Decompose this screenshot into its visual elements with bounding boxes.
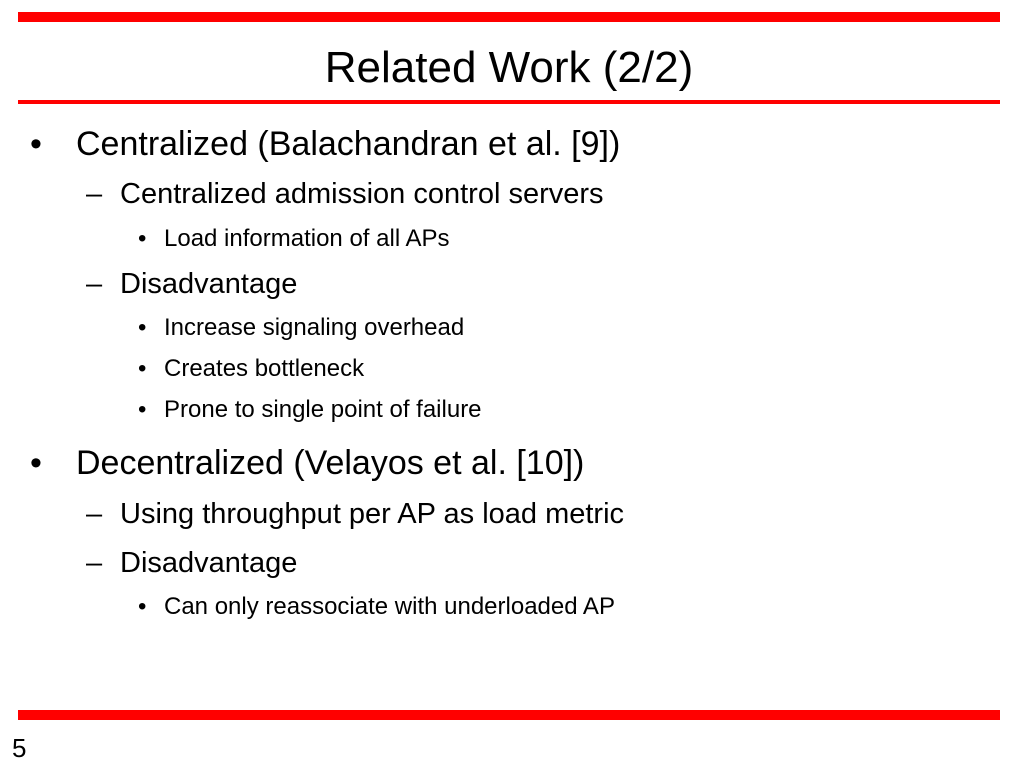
subbullet-disadvantage-2 — [86, 545, 298, 581]
title-red-rule — [18, 100, 1000, 104]
subsubbullet-text: Can only reassociate with underloaded AP — [164, 593, 615, 620]
dash-icon: – — [86, 268, 103, 300]
subbullet-throughput-metric — [86, 496, 625, 532]
bullet-decentralized — [30, 443, 585, 483]
subbullet-text: Disadvantage — [120, 268, 298, 300]
subbullet-text: Using throughput per AP as load metric — [120, 498, 625, 530]
subbullet-text: Centralized admission control servers — [120, 178, 604, 210]
subbullet-text: Disadvantage — [120, 547, 298, 579]
top-red-rule — [18, 12, 1000, 22]
subbullet-centralized-servers — [86, 176, 604, 212]
bullet-dot-icon: • — [138, 355, 147, 382]
subsubbullet-text: Creates bottleneck — [164, 355, 365, 382]
subsubbullet-text: Load information of all APs — [164, 225, 450, 252]
bottom-red-rule — [18, 710, 1000, 720]
bullet-dot-icon: • — [138, 314, 147, 341]
bullet-text: Decentralized (Velayos et al. [10]) — [76, 444, 585, 482]
page-number: 5 — [12, 733, 27, 763]
bullet-dot-icon: • — [138, 225, 147, 252]
dash-icon: – — [86, 178, 103, 210]
subsubbullet-reassociate — [138, 592, 615, 622]
slide-title: Related Work (2/2) — [324, 43, 694, 92]
bullet-dot-icon: • — [138, 396, 147, 423]
subsubbullet-load-information — [138, 224, 450, 254]
subsubbullet-text: Prone to single point of failure — [164, 396, 482, 423]
dash-icon: – — [86, 547, 103, 579]
bullet-centralized — [30, 124, 621, 164]
bullet-dot-icon: • — [30, 444, 42, 482]
subbullet-disadvantage-1 — [86, 266, 298, 302]
subsubbullet-signaling-overhead — [138, 313, 465, 343]
bullet-dot-icon: • — [138, 593, 147, 620]
bullet-dot-icon: • — [30, 125, 42, 163]
dash-icon: – — [86, 498, 103, 530]
bullet-text: Centralized (Balachandran et al. [9]) — [76, 125, 621, 163]
subsubbullet-bottleneck — [138, 354, 365, 384]
subsubbullet-single-point-failure — [138, 395, 482, 425]
subsubbullet-text: Increase signaling overhead — [164, 314, 465, 341]
